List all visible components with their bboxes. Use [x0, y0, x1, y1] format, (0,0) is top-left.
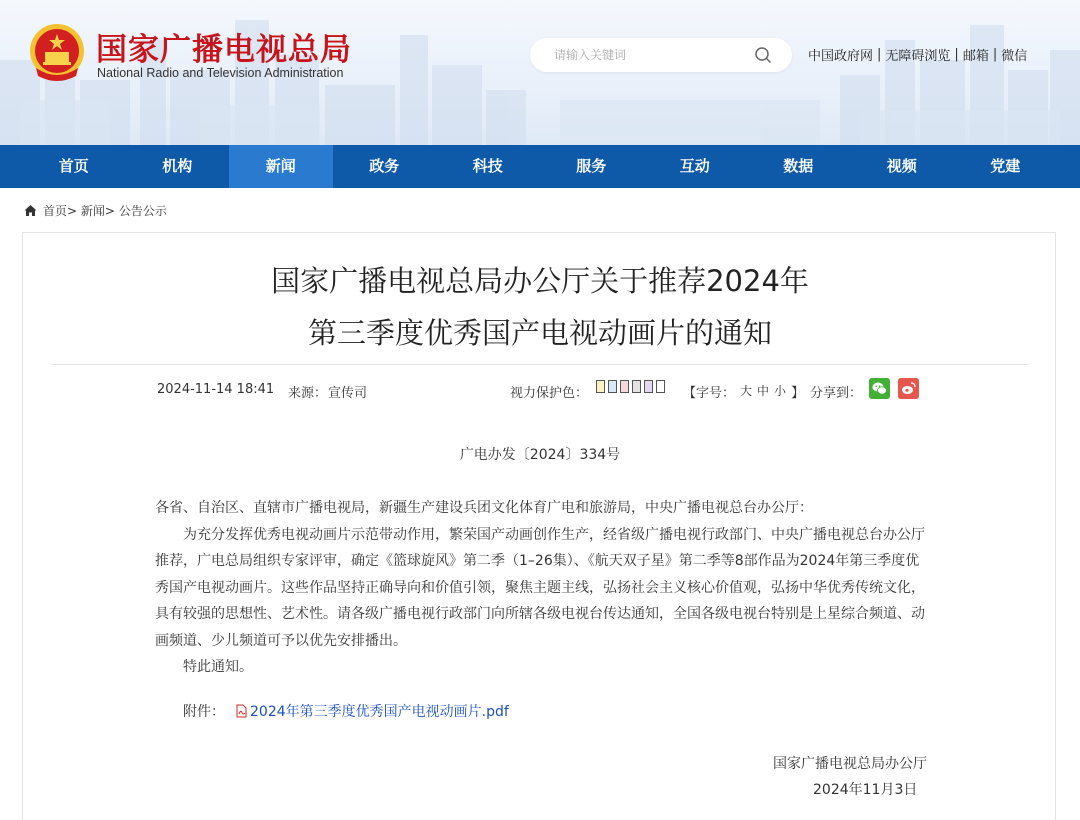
font-size-medium[interactable]: 中: [757, 384, 770, 398]
breadcrumb-home[interactable]: 首页: [43, 204, 68, 218]
mailbox-link[interactable]: 邮箱: [962, 49, 989, 64]
search-icon[interactable]: [754, 46, 772, 64]
nav-item-technology[interactable]: 科技: [472, 157, 503, 175]
search-box: [530, 38, 792, 72]
breadcrumb-separator: >: [67, 203, 78, 218]
eye-color-yellow[interactable]: [596, 380, 605, 393]
source-label: 来源：: [288, 386, 328, 401]
site-header: [0, 0, 1080, 145]
top-links: [808, 45, 1027, 64]
attachment-label: 附件：: [183, 704, 225, 720]
main-nav: [0, 145, 1080, 188]
article-title-line2: 第三季度优秀国产电视动画片的通知: [307, 316, 772, 350]
share-label: 分享到：: [810, 386, 863, 401]
font-size-label: 【字号：: [683, 386, 736, 401]
closing-text: 特此通知。: [183, 659, 253, 675]
nav-item-news[interactable]: 新闻: [229, 145, 333, 188]
signature-organization: 国家广播电视总局办公厅: [773, 756, 927, 772]
eye-color-white[interactable]: [656, 380, 665, 393]
nav-item-data[interactable]: 数据: [783, 157, 814, 175]
font-size-small[interactable]: 小: [774, 384, 787, 398]
nav-item-organization[interactable]: 机构: [162, 157, 193, 175]
accessibility-link[interactable]: 无障碍浏览: [885, 49, 951, 64]
weibo-icon[interactable]: [898, 378, 919, 399]
wechat-link[interactable]: 微信: [1001, 49, 1028, 64]
breadcrumb: [24, 202, 167, 219]
eye-color-purple[interactable]: [644, 380, 653, 393]
breadcrumb-separator: >: [104, 203, 115, 218]
national-emblem-icon: [28, 22, 86, 84]
attachment-link[interactable]: 2024年第三季度优秀国产电视动画片.pdf: [250, 704, 509, 720]
signature-block: [773, 751, 927, 803]
nav-item-interaction[interactable]: 互动: [679, 157, 710, 175]
article-body: [155, 495, 925, 681]
font-size-control: [683, 382, 809, 401]
signature-date: 2024年11月3日: [813, 782, 918, 798]
eye-color-pink[interactable]: [620, 380, 629, 393]
article-meta: [23, 378, 1057, 402]
pdf-icon: [235, 704, 248, 718]
source-value: 宣传司: [328, 386, 368, 401]
gov-portal-link[interactable]: 中国政府网: [808, 49, 874, 64]
link-separator: |: [992, 47, 998, 62]
site-title[interactable]: 国家广播电视总局: [96, 32, 352, 68]
document-number: 广电办发〔2024〕334号: [459, 447, 621, 463]
font-size-large[interactable]: 大: [740, 384, 753, 398]
eye-protect-label: 视力保护色：: [510, 386, 589, 401]
publish-date: 2024-11-14 18:41: [157, 382, 275, 397]
nav-item-government-affairs[interactable]: 政务: [369, 157, 400, 175]
article-container: [22, 232, 1056, 820]
breadcrumb-news[interactable]: 新闻: [80, 204, 105, 218]
eye-color-gray[interactable]: [632, 380, 641, 393]
link-separator: |: [877, 47, 882, 62]
title-divider: [51, 364, 1029, 365]
article-title-line1: 国家广播电视总局办公厅关于推荐2024年: [271, 264, 809, 298]
home-icon: [24, 204, 37, 217]
nav-item-home[interactable]: 首页: [58, 157, 89, 175]
nav-item-services[interactable]: 服务: [576, 157, 607, 175]
eye-protect-swatches: [596, 380, 668, 393]
link-separator: |: [954, 47, 959, 62]
site-subtitle: National Radio and Television Administration: [97, 66, 344, 80]
wechat-icon[interactable]: [869, 378, 890, 399]
search-input[interactable]: [544, 38, 744, 72]
font-size-close-bracket: 】: [791, 386, 805, 401]
body-paragraph: 为充分发挥优秀电视动画片示范带动作用，繁荣国产动画创作生产，经省级广播电视行政部门、中央广播电视总台办公厅推荐，广电总局组织专家评审，确定《篮球旋风》第二季（1–26集）、《航天双子星》第二季等8部作品为2024年第三季度优秀国产电视动画片。这些作品坚持正确导向和价值引领，聚焦主题主线，弘扬社会主义核心价值观，弘扬中华优秀传统文化，具有较强的思想性、艺术性。请各级广播电视行政部门向所辖各级电视台传达通知，全国各级电视台特别是上星综合频道、动画频道、少儿频道可予以优先安排播出。: [155, 526, 925, 649]
attachment-row: [183, 701, 509, 721]
eye-color-blue[interactable]: [608, 380, 617, 393]
breadcrumb-announcements[interactable]: 公告公示: [118, 204, 167, 218]
nav-item-party-building[interactable]: 党建: [990, 157, 1021, 175]
nav-item-video[interactable]: 视频: [886, 157, 917, 175]
article-title: [23, 255, 1057, 359]
salutation: 各省、自治区、直辖市广播电视局，新疆生产建设兵团文化体育广电和旅游局，中央广播电视总台办公厅：: [155, 500, 813, 516]
